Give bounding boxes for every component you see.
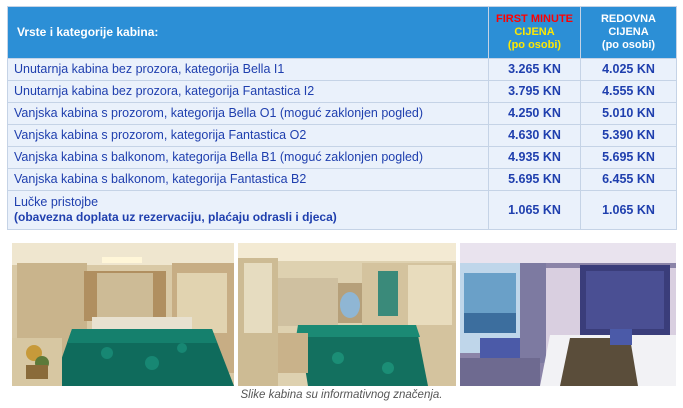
first-minute-price: 4.935 KN [489, 147, 581, 169]
regular-price: 5.695 KN [581, 147, 677, 169]
table-row [8, 147, 677, 169]
photo-caption: Slike kabina su informativnog značenja. [240, 389, 443, 401]
header-first-minute-cijena: CIJENA [514, 26, 555, 38]
header-first-minute-price [489, 7, 581, 59]
cabin-name: Vanjska kabina s balkonom, kategorija Bella B1 (moguć zaklonjen pogled) [8, 147, 489, 169]
cabin-photo-window [238, 243, 456, 386]
regular-price: 5.010 KN [581, 103, 677, 125]
port-fees-first-minute: 1.065 KN [489, 191, 581, 230]
table-row [8, 125, 677, 147]
cabin-name: Vanjska kabina s balkonom, kategorija Fantastica B2 [8, 169, 489, 191]
table-row [8, 81, 677, 103]
port-fees-note: (obavezna doplata uz rezervaciju, plaćaju odrasli i djeca) [14, 210, 337, 224]
table-row [8, 59, 677, 81]
header-regular-per-person: (po osobi) [601, 39, 656, 51]
regular-price: 6.455 KN [581, 169, 677, 191]
cabin-name: Unutarnja kabina bez prozora, kategorija Bella I1 [8, 59, 489, 81]
first-minute-price: 4.630 KN [489, 125, 581, 147]
cabin-price-table [7, 6, 677, 230]
cabin-photos [12, 243, 676, 386]
port-fees-cell [8, 191, 489, 230]
table-row [8, 169, 677, 191]
port-fees-row [8, 191, 677, 230]
header-regular-price [581, 7, 677, 59]
table-header-row [8, 7, 677, 59]
header-cabin-types: Vrste i kategorije kabina: [8, 7, 489, 59]
table-row [8, 103, 677, 125]
regular-price: 4.555 KN [581, 81, 677, 103]
first-minute-price: 5.695 KN [489, 169, 581, 191]
cabin-photo-interior [12, 243, 234, 386]
header-regular-title: REDOVNA [600, 13, 656, 25]
regular-price: 4.025 KN [581, 59, 677, 81]
header-regular-cijena: CIJENA [608, 26, 649, 38]
cabin-name: Vanjska kabina s prozorom, kategorija Bella O1 (moguć zaklonjen pogled) [8, 103, 489, 125]
cabin-photo-balcony [460, 243, 676, 386]
first-minute-price: 4.250 KN [489, 103, 581, 125]
port-fees-name: Lučke pristojbe [14, 195, 99, 209]
header-first-minute-title: FIRST MINUTE [496, 13, 573, 25]
header-first-minute-per-person: (po osobi) [507, 39, 562, 51]
first-minute-price: 3.795 KN [489, 81, 581, 103]
cabin-name: Unutarnja kabina bez prozora, kategorija Fantastica I2 [8, 81, 489, 103]
first-minute-price: 3.265 KN [489, 59, 581, 81]
port-fees-regular: 1.065 KN [581, 191, 677, 230]
cabin-name: Vanjska kabina s prozorom, kategorija Fantastica O2 [8, 125, 489, 147]
regular-price: 5.390 KN [581, 125, 677, 147]
